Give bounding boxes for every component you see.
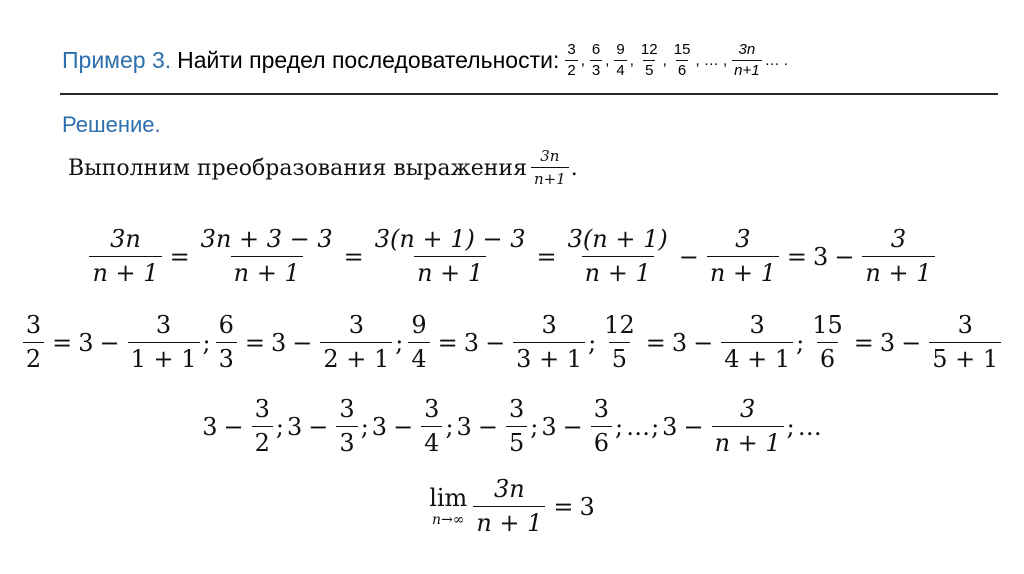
frac-step-4: $\frac{3(n + 1)}{n + 1}$ — [567, 225, 668, 287]
solution-heading: Решение. — [62, 112, 161, 137]
lim-operator: lim n→∞ — [429, 483, 468, 528]
rewritten-term-1: $\frac{3}{2}$ — [252, 396, 273, 457]
check-3-lhs: $\frac{9}{4}$ — [408, 312, 429, 373]
slide-title — [62, 30, 791, 90]
frac-step-3: $\frac{3(n + 1) - 3}{n + 1}$ — [374, 225, 526, 287]
limit-expression: lim n→∞ $\frac{3n}{n + 1}$ = 3 — [429, 475, 595, 537]
intro-fraction: $\frac{3n}{n+1}$ — [531, 148, 569, 189]
rewritten-term-4: $\frac{3}{5}$ — [506, 396, 527, 457]
lead-three: 3 — [813, 242, 829, 271]
frac-step-2: $\frac{3n + 3 - 3}{n + 1}$ — [200, 225, 333, 287]
rewritten-general-term: $\frac{3}{n + 1}$ — [712, 396, 784, 457]
check-5-rhs: $\frac{3}{5 + 1}$ — [929, 312, 1001, 373]
transformation-equation: $\frac{3n}{n + 1}$ = $\frac{3n + 3 - 3}{n + 1}$ = $\frac{3(n + 1) - 3}{n + 1}$ = $\frac{3(n + 1)}{n + 1}$ − $\frac{3}{n + 1}$ = 3 − $\frac{3}{n + 1}$ — [0, 226, 1024, 287]
seq-term-5: $\frac{15}{6}$ — [673, 40, 691, 79]
sequence-terms: $\frac{3}{2}$ , $\frac{6}{3}$ , $\frac{9}{4}$ , $\frac{12}{5}$ , $\frac{15}{6}$ , … , $\frac{3n}{n+1}$ … . — [567, 40, 788, 79]
task-text: Найти предел последовательности: — [177, 46, 560, 73]
lim-subscript: n→∞ — [432, 511, 465, 528]
check-1-lhs: $\frac{3}{2}$ — [23, 312, 44, 373]
frac-step-5: $\frac{3}{n + 1}$ — [707, 226, 779, 287]
rewritten-term-3: $\frac{3}{4}$ — [421, 396, 442, 457]
term-checks: $\frac{3}{2}$ = 3 − $\frac{3}{1 + 1}$ ; $\frac{6}{3}$ = 3 − $\frac{3}{2 + 1}$ ; $\frac{9}{4}$ = 3 − $\frac{3}{3 + 1}$ ; $\frac{12}{5}$ = 3 − $\frac{3}{4 + 1}$ ; $\frac{15}{6}$ = 3 − $\frac{3}{5 + 1}$ — [0, 312, 1024, 373]
rewritten-dots: … — [626, 412, 651, 441]
check-2-lhs: $\frac{6}{3}$ — [216, 312, 237, 373]
lim-fraction: $\frac{3n}{n + 1}$ — [473, 476, 545, 537]
check-3-rhs: $\frac{3}{3 + 1}$ — [513, 312, 585, 373]
seq-term-1: $\frac{3}{2}$ — [567, 40, 576, 79]
seq-term-2: $\frac{6}{3}$ — [591, 40, 601, 79]
check-4-lhs: $\frac{12}{5}$ — [604, 311, 635, 373]
seq-general-term: $\frac{3n}{n+1}$ — [734, 40, 760, 79]
rewritten-term-5: $\frac{3}{6}$ — [591, 396, 612, 457]
check-4-rhs: $\frac{3}{4 + 1}$ — [721, 312, 793, 373]
check-5-lhs: $\frac{15}{6}$ — [812, 311, 843, 373]
frac-result: $\frac{3}{n + 1}$ — [862, 226, 934, 287]
lim-result: 3 — [579, 492, 595, 521]
seq-tail: … . — [764, 51, 788, 69]
rewritten-term-2: $\frac{3}{3}$ — [336, 396, 357, 457]
frac-3n-over-n1: $\frac{3n}{n + 1}$ — [89, 226, 161, 287]
intro-line: Выполним преобразования выражения $\frac{3n}{n+1}$ . — [68, 147, 578, 189]
check-2-rhs: $\frac{3}{2 + 1}$ — [320, 312, 392, 373]
example-label: Пример 3. — [62, 46, 172, 73]
seq-term-3: $\frac{9}{4}$ — [616, 40, 625, 79]
rewritten-sequence: 3 − $\frac{3}{2}$ ; 3 − $\frac{3}{3}$ ; 3 − $\frac{3}{4}$ ; 3 − $\frac{3}{5}$ ; 3 − $\frac{3}{6}$ ; … ; 3 − $\frac{3}{n + 1}$ ; … — [202, 395, 822, 457]
seq-ellipsis: , … , — [695, 51, 728, 69]
title-divider — [60, 93, 998, 95]
rewritten-tail: … — [797, 412, 822, 441]
check-1-rhs: $\frac{3}{1 + 1}$ — [128, 312, 200, 373]
seq-term-4: $\frac{12}{5}$ — [640, 40, 658, 79]
intro-text: Выполним преобразования выражения — [68, 155, 527, 181]
